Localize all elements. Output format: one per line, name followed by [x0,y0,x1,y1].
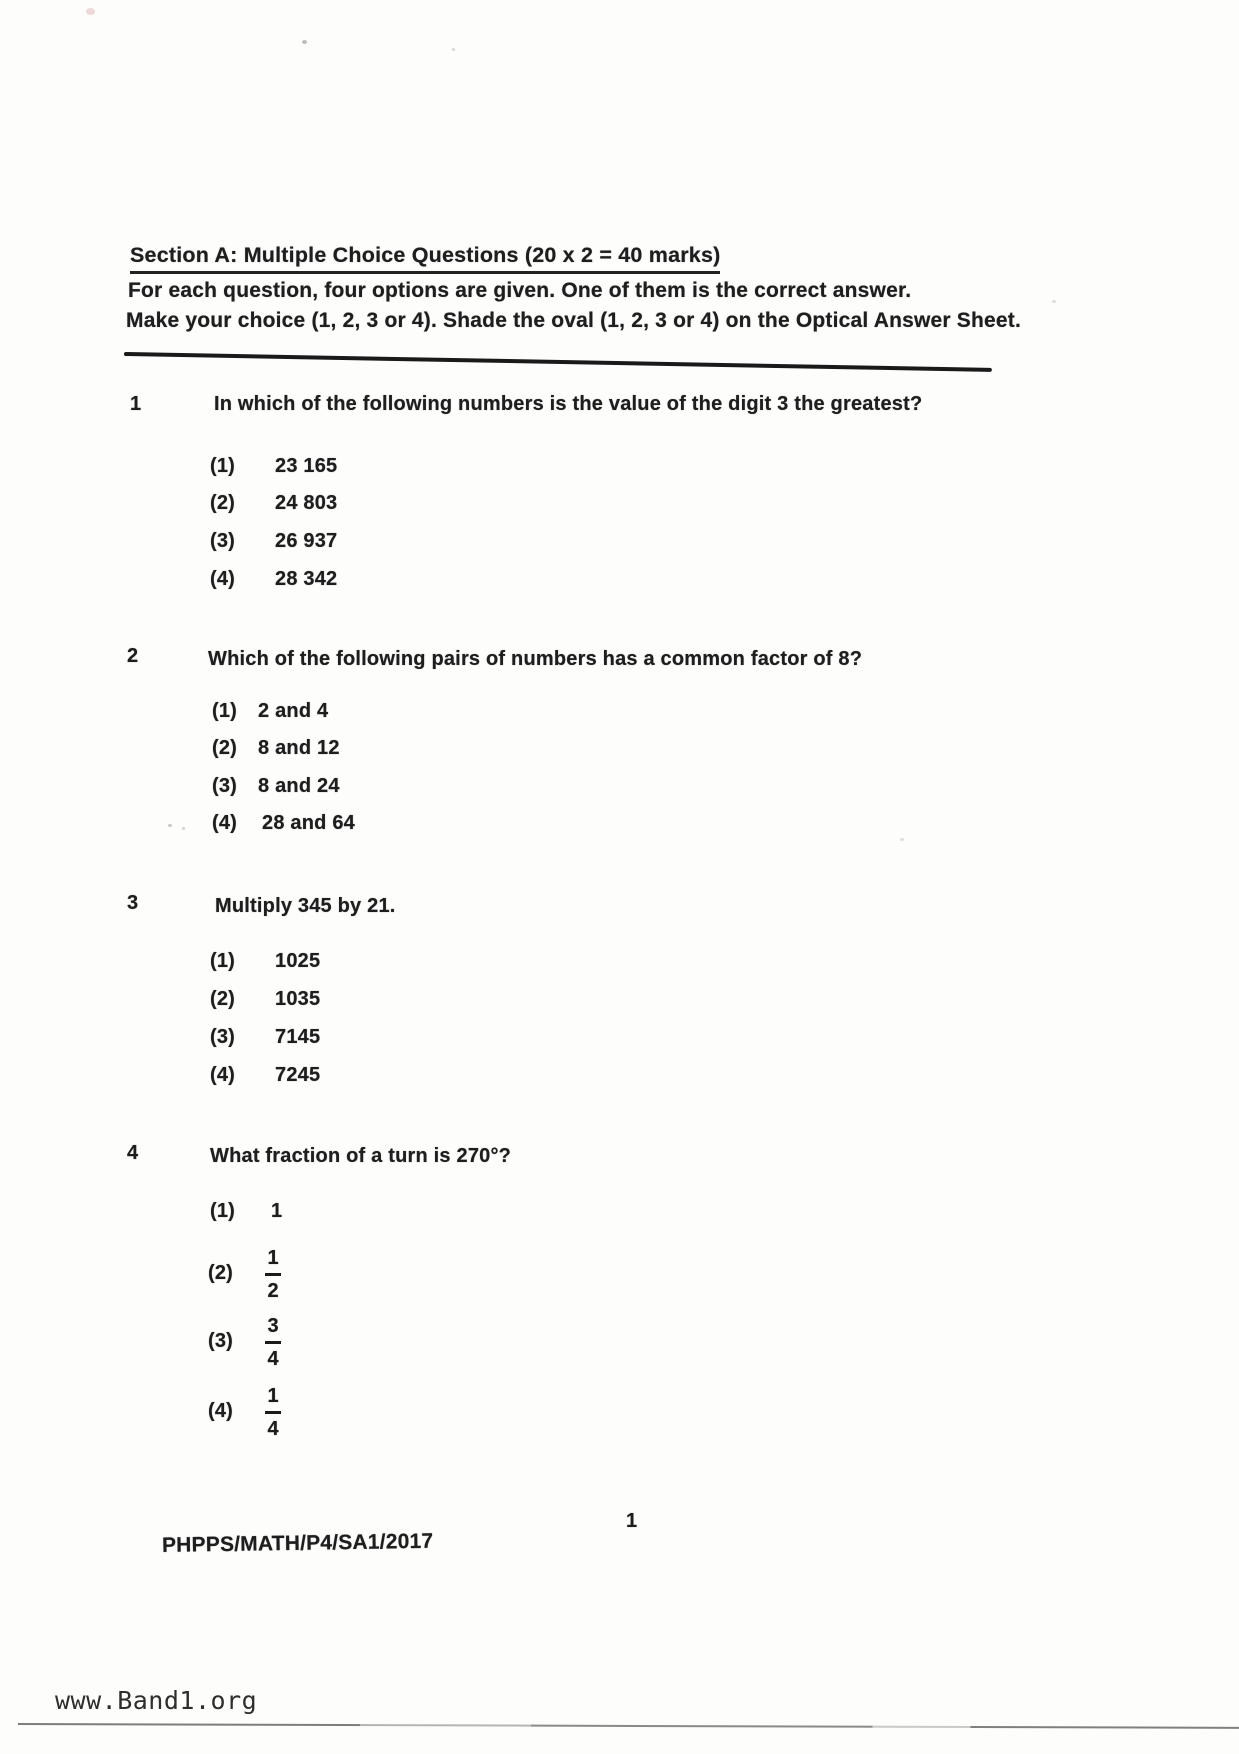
fraction-denominator: 4 [267,1347,279,1370]
option-label: (1) [210,455,236,477]
scan-speck [1052,300,1056,303]
scan-speck [900,838,904,841]
option-value: 26 937 [275,530,338,552]
option-value: 2 and 4 [258,700,329,722]
option-value: 28 342 [275,568,338,590]
scan-speck [182,827,185,830]
option-value: 28 and 64 [262,812,355,834]
option-label: (3) [210,530,236,552]
option-label: (1) [210,1200,236,1222]
option-label: (4) [210,1064,236,1086]
scan-speck [86,8,95,15]
question-number: 1 [130,393,142,415]
option-label: (4) [212,812,238,834]
option-value: 8 and 24 [258,775,340,797]
question-text: What fraction of a turn is 270°? [210,1145,512,1167]
footer-line [18,1723,1239,1729]
fraction-numerator: 3 [267,1315,279,1337]
watermark-url: www.Band1.org [55,1686,258,1715]
fraction [258,1383,288,1442]
question-text: In which of the following numbers is the value of the digit 3 the greatest? [214,393,923,415]
option-value: 7145 [275,1026,321,1048]
option-value: 8 and 12 [258,737,340,759]
option-value: 1035 [275,988,321,1010]
fraction-numerator: 1 [267,1247,279,1269]
fraction [258,1245,288,1304]
section-title: Section A: Multiple Choice Questions (20 x 2 = 40 marks) [130,243,720,274]
option-label: (4) [210,568,236,590]
option-value: 1 [271,1200,283,1222]
option-label: (2) [210,988,236,1010]
option-value: 7245 [275,1064,321,1086]
fraction-bar [265,1411,281,1414]
fraction-denominator: 2 [267,1279,279,1302]
question-number: 4 [127,1142,139,1164]
question-text: Which of the following pairs of numbers has a common factor of 8? [208,648,863,670]
instruction-line-1: For each question, four options are given. One of them is the correct answer. [128,279,912,302]
fraction-numerator: 1 [267,1385,279,1407]
scan-speck [302,40,307,44]
option-label: (3) [210,1026,236,1048]
question-number: 3 [127,892,139,914]
option-value: 23 165 [275,455,338,477]
question-text: Multiply 345 by 21. [215,895,396,917]
fraction [258,1313,288,1372]
scan-speck [452,48,455,51]
option-label: (2) [210,492,236,514]
fraction-bar [265,1273,281,1276]
fraction-bar [265,1341,281,1344]
option-value: 24 803 [275,492,338,514]
option-label: (1) [210,950,236,972]
option-label: (2) [212,737,238,759]
question-number: 2 [127,645,139,667]
page-number: 1 [626,1510,638,1532]
option-label: (3) [212,775,238,797]
fraction-denominator: 4 [267,1417,279,1440]
option-label: (3) [208,1330,234,1352]
section-divider [124,352,992,371]
option-value: 1025 [275,950,321,972]
instruction-line-2: Make your choice (1, 2, 3 or 4). Shade the oval (1, 2, 3 or 4) on the Optical Answer Sheet. [126,309,1022,332]
scan-speck [168,824,172,827]
option-label: (1) [212,700,238,722]
option-label: (2) [208,1262,234,1284]
paper-code: PHPPS/MATH/P4/SA1/2017 [161,1529,434,1557]
option-label: (4) [208,1400,234,1422]
